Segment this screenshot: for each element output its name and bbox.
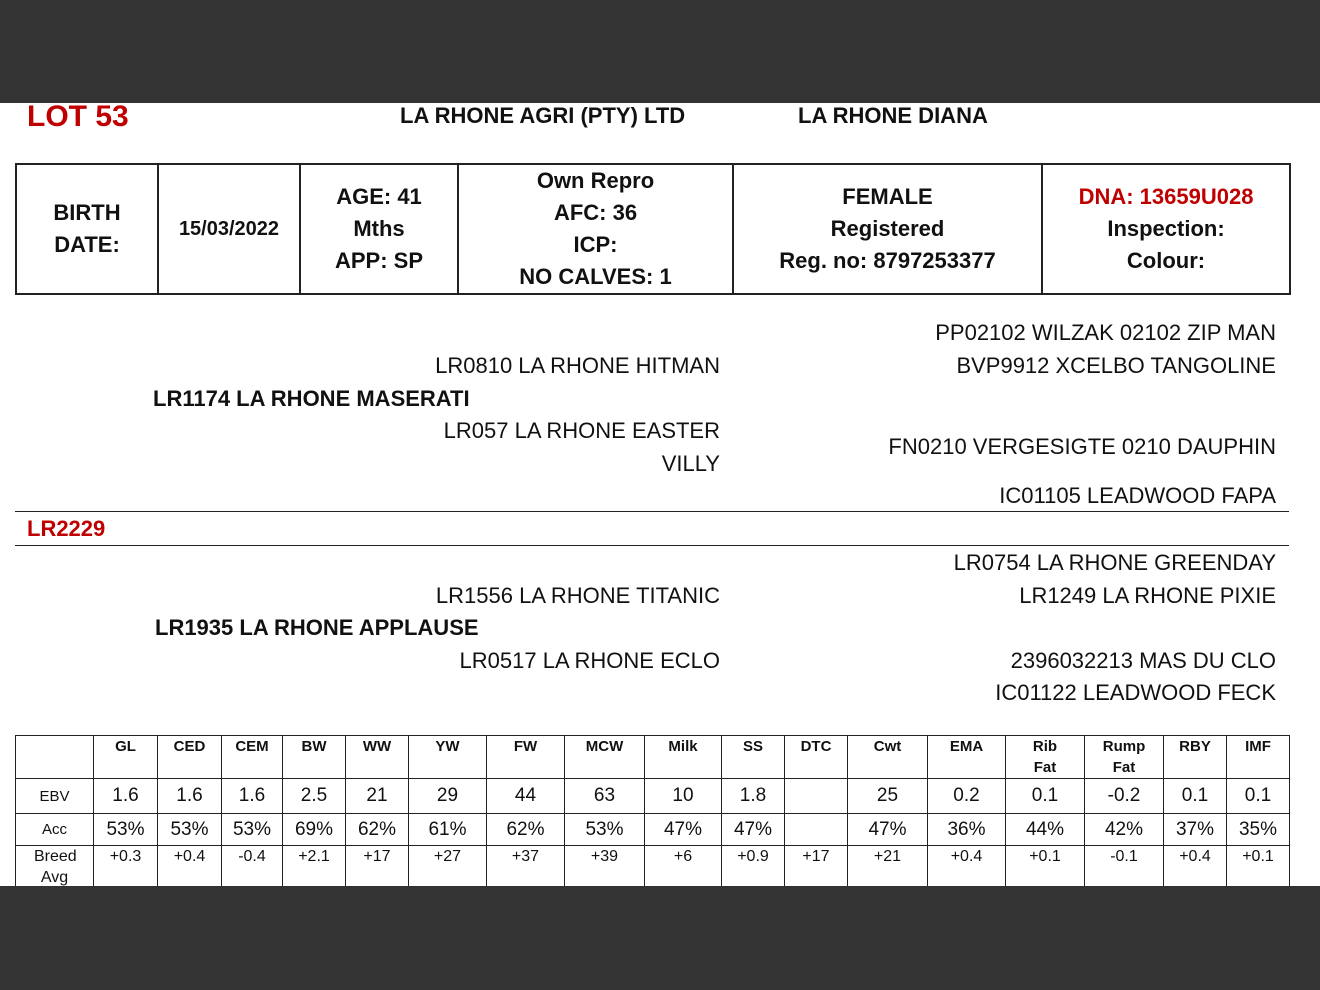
- ebv-header-cell: GL: [94, 736, 158, 779]
- ebv-cell: +39: [565, 846, 645, 887]
- pedigree-dam-sire: LR1556 LA RHONE TITANIC: [435, 583, 720, 608]
- pedigree-sd-dam: IC01105 LEADWOOD FAPA: [999, 483, 1276, 508]
- ebv-cell: +0.9: [722, 846, 785, 887]
- ebv-cell: +21: [848, 846, 928, 887]
- ebv-header-cell: MCW: [565, 736, 645, 779]
- ebv-cell: 0.1: [1164, 779, 1227, 814]
- ebv-row-label: Breed Avg: [16, 846, 94, 887]
- ebv-cell: 44: [487, 779, 565, 814]
- ebv-cell: +17: [346, 846, 409, 887]
- repro-cell: Own Repro AFC: 36 ICP: NO CALVES: 1: [458, 164, 733, 294]
- ebv-header-cell: YW: [409, 736, 487, 779]
- ebv-cell: 63: [565, 779, 645, 814]
- ebv-cell: 25: [848, 779, 928, 814]
- lot-animal-id: LR2229: [27, 516, 106, 541]
- ebv-cell: 0.2: [928, 779, 1006, 814]
- pedigree-ss-sire: PP02102 WILZAK 02102 ZIP MAN: [935, 320, 1276, 345]
- pedigree-ds-sire: LR0754 LA RHONE GREENDAY: [953, 550, 1276, 575]
- ebv-cell: +0.1: [1227, 846, 1290, 887]
- ebv-cell: 1.6: [94, 779, 158, 814]
- ebv-cell: 0.1: [1006, 779, 1085, 814]
- ebv-cell: 35%: [1227, 814, 1290, 846]
- ebv-cell: +0.4: [158, 846, 222, 887]
- pedigree-sire-sire: LR0810 LA RHONE HITMAN: [435, 353, 720, 378]
- pedigree-ds-dam: LR1249 LA RHONE PIXIE: [1019, 583, 1276, 608]
- ebv-cell: 42%: [1085, 814, 1164, 846]
- ebv-cell: 1.6: [222, 779, 283, 814]
- ebv-row-label: Acc: [16, 814, 94, 846]
- ebv-cell: 62%: [346, 814, 409, 846]
- ebv-cell: -0.1: [1085, 846, 1164, 887]
- dna-cell: DNA: 13659U028 Inspection: Colour:: [1042, 164, 1290, 294]
- ebv-cell: 21: [346, 779, 409, 814]
- ebv-header-cell: Rump Fat: [1085, 736, 1164, 779]
- ebv-cell: [785, 814, 848, 846]
- divider-top: [15, 511, 1289, 512]
- ebv-header-cell: SS: [722, 736, 785, 779]
- lot-number: LOT 53: [27, 103, 129, 133]
- ebv-cell: +17: [785, 846, 848, 887]
- pedigree-dam: LR1935 LA RHONE APPLAUSE: [155, 615, 479, 640]
- registration-cell: FEMALE Registered Reg. no: 8797253377: [733, 164, 1042, 294]
- ebv-header-cell: DTC: [785, 736, 848, 779]
- ebv-cell: 10: [645, 779, 722, 814]
- dna-number: DNA: 13659U028: [1078, 184, 1254, 209]
- ebv-cell: +27: [409, 846, 487, 887]
- ebv-cell: 2.5: [283, 779, 346, 814]
- ebv-cell: [785, 779, 848, 814]
- ebv-cell: 36%: [928, 814, 1006, 846]
- ebv-table: [15, 735, 1290, 886]
- ebv-header-cell: IMF: [1227, 736, 1290, 779]
- ebv-cell: 29: [409, 779, 487, 814]
- ebv-cell: 69%: [283, 814, 346, 846]
- ebv-cell: 53%: [222, 814, 283, 846]
- ebv-cell: +0.3: [94, 846, 158, 887]
- birth-date-label: BIRTH DATE:: [16, 164, 158, 294]
- ebv-cell: 37%: [1164, 814, 1227, 846]
- ebv-cell: 47%: [722, 814, 785, 846]
- pedigree-sire-dam-line2: VILLY: [661, 451, 720, 476]
- ebv-header-cell: Rib Fat: [1006, 736, 1085, 779]
- owner-name: LA RHONE AGRI (PTY) LTD: [400, 103, 686, 128]
- pedigree-dd-sire: 2396032213 MAS DU CLO: [1010, 648, 1276, 673]
- ebv-header-cell: EMA: [928, 736, 1006, 779]
- ebv-cell: 62%: [487, 814, 565, 846]
- ebv-cell: 47%: [848, 814, 928, 846]
- animal-name: LA RHONE DIANA: [798, 103, 988, 128]
- ebv-cell: 1.8: [722, 779, 785, 814]
- pedigree-sire-dam-line1: LR057 LA RHONE EASTER: [443, 418, 720, 443]
- animal-info-table: [15, 163, 1291, 295]
- ebv-cell: +0.4: [928, 846, 1006, 887]
- pedigree-sire: LR1174 LA RHONE MASERATI: [153, 386, 470, 411]
- ebv-cell: +0.1: [1006, 846, 1085, 887]
- ebv-header-cell: RBY: [1164, 736, 1227, 779]
- pedigree-ss-dam: BVP9912 XCELBO TANGOLINE: [956, 353, 1276, 378]
- ebv-cell: 1.6: [158, 779, 222, 814]
- ebv-header-corner: [16, 736, 94, 779]
- ebv-cell: +2.1: [283, 846, 346, 887]
- ebv-cell: -0.4: [222, 846, 283, 887]
- ebv-cell: 0.1: [1227, 779, 1290, 814]
- ebv-header-cell: FW: [487, 736, 565, 779]
- divider-bottom: [15, 545, 1289, 546]
- ebv-cell: +6: [645, 846, 722, 887]
- pedigree-sd-sire: FN0210 VERGESIGTE 0210 DAUPHIN: [888, 434, 1276, 459]
- ebv-header-cell: WW: [346, 736, 409, 779]
- ebv-cell: 61%: [409, 814, 487, 846]
- ebv-cell: -0.2: [1085, 779, 1164, 814]
- ebv-row: [16, 846, 1290, 887]
- age-cell: AGE: 41 Mths APP: SP: [300, 164, 458, 294]
- ebv-row: [16, 814, 1290, 846]
- ebv-cell: +0.4: [1164, 846, 1227, 887]
- ebv-header-cell: BW: [283, 736, 346, 779]
- ebv-header-cell: Milk: [645, 736, 722, 779]
- ebv-cell: 53%: [158, 814, 222, 846]
- pedigree-dam-dam: LR0517 LA RHONE ECLO: [459, 648, 720, 673]
- ebv-cell: 47%: [645, 814, 722, 846]
- ebv-cell: 53%: [565, 814, 645, 846]
- pedigree-dd-dam: IC01122 LEADWOOD FECK: [995, 680, 1276, 705]
- ebv-cell: 53%: [94, 814, 158, 846]
- ebv-cell: 44%: [1006, 814, 1085, 846]
- birth-date-value: 15/03/2022: [158, 164, 300, 294]
- ebv-row-label: EBV: [16, 779, 94, 814]
- ebv-row: [16, 779, 1290, 814]
- catalogue-page: [0, 103, 1320, 886]
- ebv-header-cell: CED: [158, 736, 222, 779]
- ebv-header-cell: Cwt: [848, 736, 928, 779]
- ebv-cell: +37: [487, 846, 565, 887]
- ebv-header-cell: CEM: [222, 736, 283, 779]
